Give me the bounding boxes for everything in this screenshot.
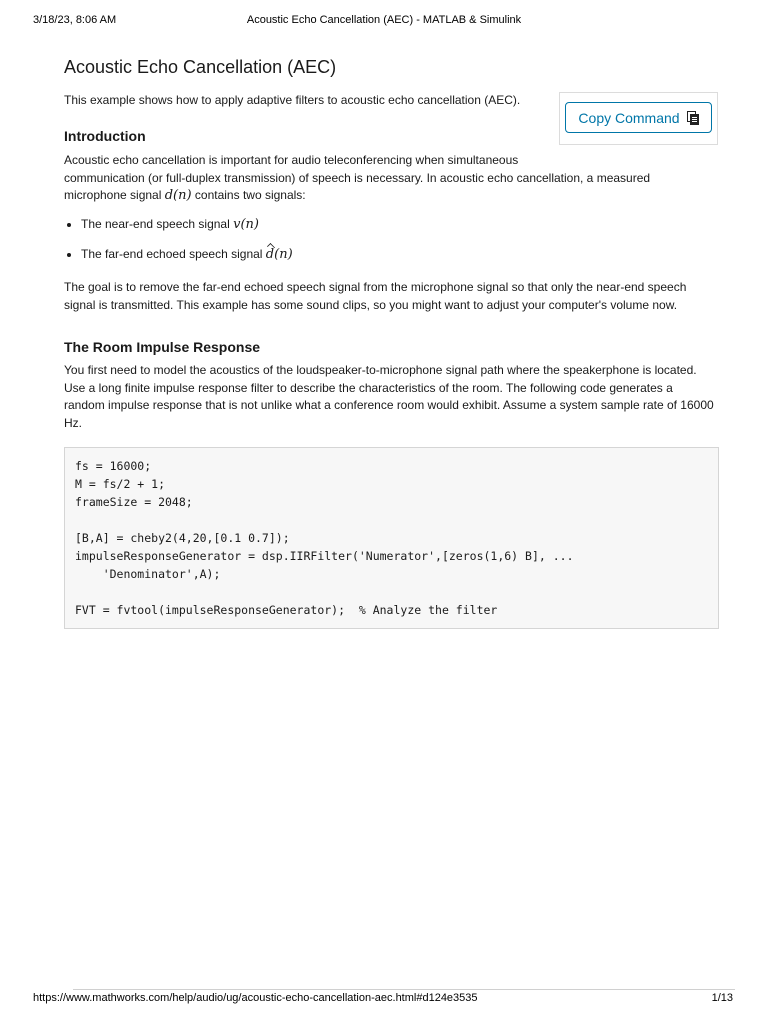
list-item-text: The far-end echoed speech signal — [81, 247, 266, 261]
copy-command-panel — [559, 92, 718, 145]
section-heading-room-impulse-response: The Room Impulse Response — [64, 339, 261, 355]
copy-command-label: Copy Command — [578, 109, 680, 126]
print-header — [33, 14, 735, 30]
list-item-text: The near-end speech signal — [81, 217, 234, 231]
copy-command-button[interactable] — [565, 102, 712, 133]
code-text[interactable]: fs = 16000; M = fs/2 + 1; frameSize = 2048; [B,A] = cheby2(4,20,[0.1 0.7]); impulseResponseGenerator = dsp.IIRFilter('Numerator',[zeros(1,6) B], ... 'Denominator',A); FVT = fvtool(impulseResponseGenerator); % Analyze the filter — [75, 459, 574, 617]
footer-url: https://www.mathworks.com/help/audio/ug/acoustic-echo-cancellation-aec.html#d124e3535 — [33, 992, 478, 1004]
footer-divider — [73, 989, 735, 990]
introduction-paragraph — [64, 152, 684, 205]
print-datetime: 3/18/23, 8:06 AM — [33, 14, 117, 26]
code-block[interactable] — [64, 447, 719, 629]
math-d-n: d(n) — [164, 188, 192, 203]
math-v-n: v(n) — [233, 217, 259, 232]
print-footer — [33, 988, 735, 1004]
section-heading-introduction: Introduction — [64, 128, 146, 144]
signal-list — [64, 216, 293, 276]
math-d-hat-n: d(n) — [265, 247, 293, 262]
goal-paragraph: The goal is to remove the far-end echoed speech signal from the microphone signal so that only the near-end speech signal is transmitted. This example has some sound clips, so you might want to adjust your computer's volume now. — [64, 280, 687, 312]
list-item — [64, 216, 293, 246]
list-item — [64, 246, 293, 276]
main-content — [64, 55, 719, 617]
print-title: Acoustic Echo Cancellation (AEC) - MATLAB & Simulink — [246, 14, 522, 26]
page-number: 1/13 — [711, 992, 733, 1004]
intro-text: This example shows how to apply adaptive filters to acoustic echo cancellation (AEC). — [64, 93, 521, 107]
room-paragraph: You first need to model the acoustics of the loudspeaker-to-microphone signal path where the speakerphone is located. Use a long finite impulse response filter to describe the characteristics of the room. The following code generates a random impulse response that is not unlike what a conference room would exhibit. Assume a system sample rate of 16000 Hz. — [64, 363, 714, 430]
page-title: Acoustic Echo Cancellation (AEC) — [64, 57, 337, 77]
introduction-line-3-end: contains two signals: — [191, 188, 306, 202]
copy-icon — [687, 111, 699, 125]
introduction-line-2: communication (or full-duplex transmission) of speech is necessary. In acoustic echo cancellation, a measured — [64, 170, 651, 185]
introduction-line-1: Acoustic echo cancellation is important for audio teleconferencing when simultaneous — [64, 153, 519, 167]
introduction-line-3-start: microphone signal — [64, 188, 165, 202]
